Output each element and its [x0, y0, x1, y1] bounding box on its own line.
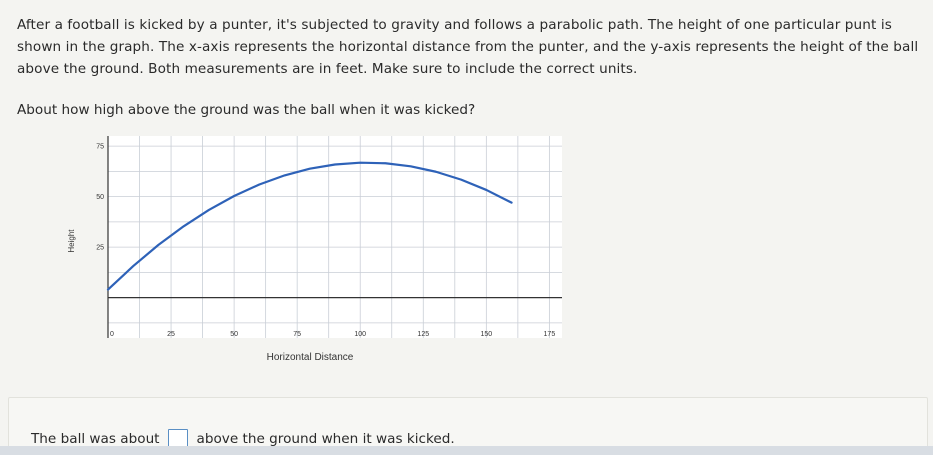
x-axis-label: Horizontal Distance: [266, 352, 354, 363]
x-tick-label: 0: [110, 331, 114, 338]
y-axis-label: Height: [67, 229, 76, 253]
question-text: About how high above the ground was the ball when it was kicked?: [17, 102, 476, 118]
x-tick-label: 75: [293, 331, 302, 338]
problem-text: After a football is kicked by a punter, it's subjected to gravity and follows a parabolic path. The height of one particular punt is shown in the graph. The x-axis represents the horizontal distance from the punter, and the y-axis represents the height of the ball above the ground. Both measurements are in feet. Make sure to include the correct units.: [17, 17, 919, 77]
answer-suffix: above the ground when it was kicked.: [196, 430, 455, 447]
x-tick-label: 100: [354, 331, 367, 338]
parabola-graph: [60, 128, 570, 353]
x-tick-label: 25: [167, 331, 175, 338]
y-tick-label: 75: [96, 143, 104, 151]
plot-area: [108, 136, 562, 338]
x-tick-label: 150: [480, 331, 493, 338]
x-tick-label: 125: [417, 331, 430, 338]
answer-prefix: The ball was about: [31, 430, 160, 447]
x-tick-label: 50: [230, 331, 239, 338]
y-tick-label: 50: [96, 194, 104, 202]
bottom-bar: [0, 446, 933, 455]
problem-statement: [17, 14, 922, 80]
y-tick-label: 25: [96, 244, 104, 252]
x-tick-label: 175: [543, 331, 556, 338]
